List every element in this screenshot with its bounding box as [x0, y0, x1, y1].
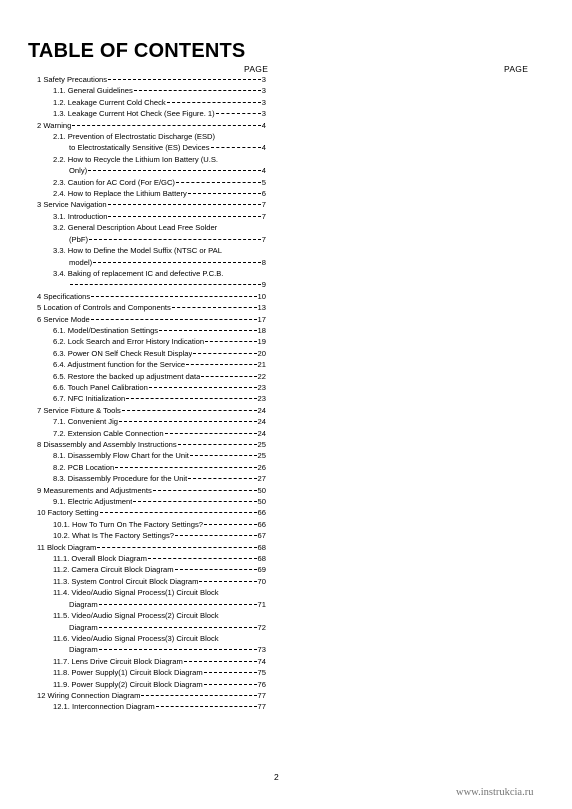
dot-leader [172, 307, 257, 308]
dot-leader [89, 239, 261, 240]
toc-page-number: 27 [257, 474, 266, 484]
toc-section[interactable] [37, 291, 266, 302]
toc-entry-continuation: Diagram [69, 645, 98, 655]
toc-entry-text: 10 Factory Setting [37, 508, 99, 518]
dot-leader [99, 604, 257, 605]
toc-entry-text: 11.1. Overall Block Diagram [53, 554, 147, 564]
toc-page-number: 9 [261, 280, 266, 290]
toc-entry-text: 8.1. Disassembly Flow Chart for the Unit [53, 451, 189, 461]
dot-leader [165, 433, 257, 434]
toc-subsection[interactable] [53, 416, 266, 427]
toc-page-number: 77 [257, 702, 266, 712]
footer-page-number: 2 [274, 772, 279, 782]
dot-leader [99, 649, 257, 650]
toc-entry-text: 11.8. Power Supply(1) Circuit Block Diagram [53, 668, 203, 678]
toc-entry-text: 8.3. Disassembly Procedure for the Unit [53, 474, 188, 484]
toc-page-number: 69 [257, 565, 266, 575]
toc-entry-text: 11.7. Lens Drive Circuit Block Diagram [53, 656, 183, 666]
toc-entry-text: 9 Measurements and Adjustments [37, 485, 152, 495]
dot-leader [204, 672, 257, 673]
toc-page-number: 8 [261, 257, 266, 267]
dot-leader [115, 467, 256, 468]
toc-entry-continuation: to Electrostatically Sensitive (ES) Devices [69, 143, 210, 153]
toc-entry-text: 6.2. Lock Search and Error History Indication [53, 337, 205, 347]
toc-page-number: 6 [261, 189, 266, 199]
toc-entry-text: 2.3. Caution for AC Cord (For E/GC) [53, 177, 175, 187]
toc-entry-text: 5 Location of Controls and Components [37, 303, 171, 313]
dot-leader [205, 341, 256, 342]
toc-entry-text: 6.3. Power ON Self Check Result Display [53, 348, 193, 358]
dot-leader [134, 90, 261, 91]
toc-entry-text: 3 Service Navigation [37, 200, 107, 210]
dot-leader [193, 353, 256, 354]
toc-entry-text: 6.6. Touch Panel Calibration [53, 382, 148, 392]
toc-page-number: 7 [261, 200, 266, 210]
toc-section[interactable] [37, 199, 266, 210]
toc-entry-text: 1.1. General Guidelines [53, 86, 133, 96]
dot-leader [126, 398, 256, 399]
dot-leader [216, 113, 261, 114]
toc-page-number: 25 [257, 451, 266, 461]
dot-leader [108, 79, 261, 80]
dot-leader [188, 478, 256, 479]
toc-subsection[interactable] [53, 656, 266, 667]
toc-subsection[interactable] [53, 222, 266, 245]
dot-leader [188, 193, 261, 194]
toc-page-number: 4 [261, 143, 266, 153]
toc-subsection[interactable] [53, 211, 266, 222]
toc-page-number: 4 [261, 120, 266, 130]
dot-leader [72, 125, 260, 126]
dot-leader [93, 262, 261, 263]
toc-page-number: 70 [257, 576, 266, 586]
toc-entry-text: 1.2. Leakage Current Cold Check [53, 97, 166, 107]
toc-entry-text: 10.2. What Is The Factory Settings? [53, 531, 174, 541]
dot-leader [184, 661, 257, 662]
toc-entry-text: 8 Disassembly and Assembly Instructions [37, 440, 177, 449]
dot-leader [153, 490, 257, 491]
dot-leader [167, 102, 261, 103]
dot-leader [190, 455, 257, 456]
toc-section[interactable] [37, 74, 266, 85]
toc-entry-text: 3.3. How to Define the Model Suffix (NTSC or PAL [53, 246, 222, 256]
toc-entry-text: 8.2. PCB Location [53, 462, 115, 472]
toc-entry-text: 9.1. Electric Adjustment [53, 497, 133, 507]
toc-subsection[interactable] [53, 496, 266, 507]
toc-page-number: 4 [261, 166, 266, 176]
toc-subsection[interactable] [53, 473, 266, 484]
dot-leader [156, 706, 257, 707]
toc-page-number: 3 [261, 86, 266, 96]
toc-page-number: 21 [257, 360, 266, 370]
toc-subsection[interactable] [53, 667, 266, 678]
toc-page-number: 24 [257, 428, 266, 438]
toc-page-number: 23 [257, 382, 266, 392]
toc-subsection[interactable] [53, 371, 266, 382]
toc-entry-text: 11.2. Camera Circuit Block Diagram [53, 565, 174, 575]
toc-subsection[interactable] [53, 268, 266, 291]
toc-entry-text: 1.3. Leakage Current Hot Check (See Figure. 1) [53, 109, 215, 119]
toc-page-number: 73 [257, 645, 266, 655]
dot-leader [108, 204, 261, 205]
toc-page-number: 3 [261, 109, 266, 119]
toc-entry-text: 11.6. Video/Audio Signal Process(3) Circuit Block [53, 633, 219, 643]
toc-entry-text: 7.2. Extension Cable Connection [53, 428, 164, 438]
toc-entry-text: 6.1. Model/Destination Settings [53, 325, 159, 335]
toc-entry-text: 7.1. Convenient Jig [53, 417, 119, 427]
dot-leader [122, 410, 257, 411]
dot-leader [176, 182, 261, 183]
toc-entry-text: 11 Block Diagram [37, 542, 97, 552]
toc-subsection[interactable] [53, 450, 266, 461]
toc-entry-text: 12 Wiring Connection Diagram [37, 690, 141, 700]
toc-subsection[interactable] [53, 553, 266, 564]
toc-section[interactable] [37, 120, 266, 131]
toc-entry-text: 6.5. Restore the backed up adjustment data [53, 371, 201, 381]
toc-entry-text: 7 Service Fixture & Tools [37, 405, 121, 415]
toc-entry-text: 3.1. Introduction [53, 211, 108, 221]
toc-subsection[interactable] [53, 348, 266, 359]
toc-subsection[interactable] [53, 245, 266, 268]
toc-entry-continuation: model) [69, 257, 93, 267]
page-column-header: PAGE [244, 64, 269, 74]
toc-subsection[interactable] [53, 359, 266, 370]
dot-leader [159, 330, 256, 331]
toc-entry-continuation: (PbF) [69, 234, 88, 244]
toc-entry-text: 11.4. Video/Audio Signal Process(1) Circuit Block [53, 588, 219, 598]
dot-leader [141, 695, 256, 696]
toc-subsection[interactable] [53, 428, 266, 439]
toc-page-number: 25 [257, 440, 266, 449]
toc-page-number: 50 [257, 485, 266, 495]
toc-entry-text: 3.4. Baking of replacement IC and defective P.C.B. [53, 268, 224, 278]
toc-entry-text: 2.2. How to Recycle the Lithium Ion Battery (U.S. [53, 154, 219, 164]
dot-leader [204, 684, 257, 685]
toc-entry-text: 12.1. Interconnection Diagram [53, 702, 155, 712]
toc-subsection[interactable] [53, 564, 266, 575]
dot-leader [88, 170, 261, 171]
toc-entry-continuation: Diagram [69, 599, 98, 609]
toc-subsection[interactable] [53, 393, 266, 404]
toc-page-number: 67 [257, 531, 266, 541]
toc-subsection[interactable] [53, 85, 266, 96]
toc-page-number: 19 [257, 337, 266, 347]
dot-leader [108, 216, 260, 217]
toc-entry-text: 6.7. NFC Initialization [53, 394, 126, 404]
dot-leader [149, 387, 257, 388]
toc-section[interactable] [37, 507, 266, 518]
toc-subsection[interactable] [53, 587, 266, 610]
toc-page-number: 77 [257, 690, 266, 700]
dot-leader [148, 558, 257, 559]
dot-leader [97, 547, 256, 548]
dot-leader [133, 501, 256, 502]
toc-page-number: 18 [257, 325, 266, 335]
toc-entry-text: 6.4. Adjustment function for the Service [53, 360, 186, 370]
toc-entry-text: 2.1. Prevention of Electrostatic Discharge (ESD) [53, 132, 216, 142]
dot-leader [211, 147, 261, 148]
toc-subsection[interactable] [53, 633, 266, 656]
toc-entry-text: 3.2. General Description About Lead Free Solder [53, 223, 218, 233]
toc-page-number: 68 [257, 542, 266, 552]
toc-page-number: 66 [257, 508, 266, 518]
dot-leader [175, 535, 257, 536]
toc-page-number: 22 [257, 371, 266, 381]
toc-subsection[interactable] [53, 701, 266, 712]
toc-subsection[interactable] [53, 336, 266, 347]
toc-page-number: 3 [261, 75, 266, 84]
toc-subsection[interactable] [53, 519, 266, 530]
toc-subsection[interactable] [53, 108, 266, 119]
toc-page-number: 26 [257, 462, 266, 472]
toc-subsection[interactable] [53, 679, 266, 690]
toc-page-number: 3 [261, 97, 266, 107]
toc-subsection[interactable] [53, 325, 266, 336]
toc-entry-continuation: Only) [69, 166, 88, 176]
toc-page-number: 7 [261, 234, 266, 244]
toc-subsection[interactable] [53, 177, 266, 188]
toc-page-number: 17 [257, 314, 266, 324]
toc-subsection[interactable] [53, 131, 266, 154]
toc-entry-text: 11.5. Video/Audio Signal Process(2) Circuit Block [53, 611, 219, 621]
toc-subsection[interactable] [53, 530, 266, 541]
toc-entry-continuation: Diagram [69, 622, 98, 632]
toc-entry-text: 11.9. Power Supply(2) Circuit Block Diagram [53, 679, 203, 689]
toc-entry-text: 2.4. How to Replace the Lithium Battery [53, 189, 187, 199]
toc-subsection[interactable] [53, 154, 266, 177]
toc-section[interactable] [37, 314, 266, 325]
toc-page-number: 66 [257, 519, 266, 529]
toc-subsection[interactable] [53, 576, 266, 587]
watermark: www.instrukcia.ru [456, 787, 534, 798]
page-column-header-right: PAGE [504, 64, 529, 74]
toc-page-number: 24 [257, 405, 266, 415]
toc-entry-text: 11.3. System Control Circuit Block Diagram [53, 576, 199, 586]
dot-leader [204, 524, 257, 525]
dot-leader [91, 296, 256, 297]
toc-page-number: 71 [257, 599, 266, 609]
dot-leader [175, 569, 257, 570]
toc-page-number: 10 [257, 291, 266, 301]
dot-leader [100, 512, 257, 513]
dot-leader [70, 284, 261, 285]
toc-entry-text: 1 Safety Precautions [37, 75, 108, 84]
toc-section[interactable] [37, 302, 266, 313]
toc-section[interactable] [37, 542, 266, 553]
toc-page-number: 23 [257, 394, 266, 404]
toc-section[interactable] [37, 439, 266, 450]
toc-subsection[interactable] [53, 462, 266, 473]
toc-page-number: 24 [257, 417, 266, 427]
toc-entry-text: 4 Specifications [37, 291, 91, 301]
toc-entry-text: 10.1. How To Turn On The Factory Settings? [53, 519, 203, 529]
toc-subsection[interactable] [53, 610, 266, 633]
toc-page-number: 20 [257, 348, 266, 358]
toc-section[interactable] [37, 690, 266, 701]
toc-section[interactable] [37, 485, 266, 496]
toc-page-number: 50 [257, 497, 266, 507]
toc-page-number: 76 [257, 679, 266, 689]
dot-leader [199, 581, 256, 582]
toc-section[interactable] [37, 405, 266, 416]
toc-entry-text: 6 Service Mode [37, 314, 90, 324]
toc-subsection[interactable] [53, 382, 266, 393]
toc-subsection[interactable] [53, 188, 266, 199]
toc-page-number: 74 [257, 656, 266, 666]
toc-page-number: 7 [261, 211, 266, 221]
dot-leader [91, 319, 257, 320]
page-title: TABLE OF CONTENTS [28, 40, 246, 62]
toc-page-number: 72 [257, 622, 266, 632]
toc-page-number: 75 [257, 668, 266, 678]
toc-page-number: 5 [261, 177, 266, 187]
dot-leader [119, 421, 257, 422]
toc-page-number: 68 [257, 554, 266, 564]
dot-leader [178, 444, 257, 445]
toc-subsection[interactable] [53, 97, 266, 108]
toc-entry-text: 2 Warning [37, 120, 72, 130]
dot-leader [99, 627, 257, 628]
toc-page-number: 13 [257, 303, 266, 313]
dot-leader [186, 364, 256, 365]
table-of-contents [37, 74, 266, 713]
dot-leader [201, 376, 256, 377]
